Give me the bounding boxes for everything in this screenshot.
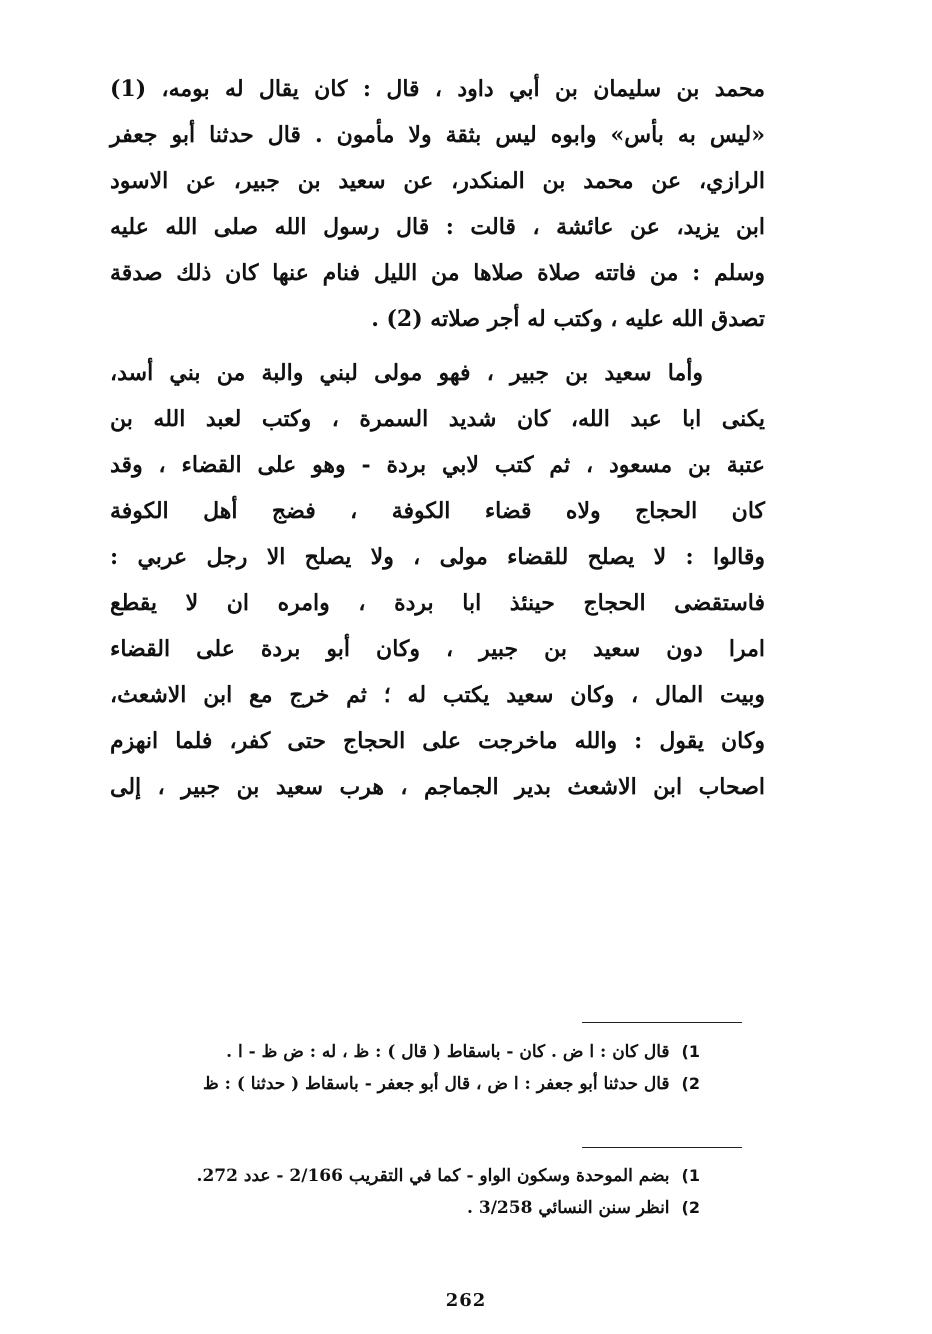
footnote (100, 1192, 700, 1224)
text-line: محمد بن سليمان بن أبي داود ، قال : كان يقال له بومه، (1) (110, 76, 765, 102)
text-line: وبيت المال ، وكان سعيد يكتب له ؛ ثم خرج مع ابن الاشعث، (110, 682, 765, 708)
footnotes-divider (582, 1147, 742, 1148)
text-line: فاستقضى الحجاج حينئذ ابا بردة ، وامره ان لا يقطع (110, 590, 765, 616)
variant-notes-divider (582, 1022, 742, 1023)
paragraph-1 (110, 66, 765, 342)
note-number: 1) (681, 1042, 700, 1061)
text-line: يكنى ابا عبد الله، كان شديد السمرة ، وكتب لعبد الله بن (110, 406, 765, 432)
text-line: وقالوا : لا يصلح للقضاء مولى ، ولا يصلح الا رجل عربي : (110, 544, 765, 570)
text-line: عتبة بن مسعود ، ثم كتب لابي بردة - وهو على القضاء ، وقد (110, 452, 765, 478)
page-number: 262 (445, 1290, 487, 1311)
note-number: 2) (681, 1074, 700, 1093)
note-text: قال حدثنا أبو جعفر : ا ض ، قال أبو جعفر - باسقاط ( حدثنا ) : ظ (202, 1074, 670, 1094)
text-line: ابن يزيد، عن عائشة ، قالت : قال رسول الله صلى الله عليه (110, 214, 765, 240)
text-line: الرازي، عن محمد بن المنكدر، عن سعيد بن جبير، عن الاسود (110, 168, 765, 194)
text-line: «ليس به بأس» وابوه ليس بثقة ولا مأمون . قال حدثنا أبو جعفر (110, 122, 765, 148)
variant-note (100, 1036, 700, 1068)
variant-note (100, 1068, 700, 1100)
footnotes (100, 1160, 700, 1224)
footnote-text: بضم الموحدة وسكون الواو - كما في التقريب 2/166 - عدد 272. (196, 1166, 670, 1186)
main-text (110, 66, 765, 810)
footnote-text: انظر سنن النسائي 3/258 . (467, 1198, 670, 1218)
text-line: وأما سعيد بن جبير ، فهو مولى لبني والبة من بني أسد، (110, 360, 703, 386)
note-text: قال كان : ا ض . كان - باسقاط ( قال ) : ظ ، له : ض ظ - ا . (226, 1042, 670, 1062)
variant-notes (100, 1036, 700, 1100)
text-line: كان الحجاج ولاه قضاء الكوفة ، فضج أهل الكوفة (110, 498, 765, 524)
text-line: وسلم : من فاتته صلاة صلاها من الليل فنام عنها كان ذلك صدقة (110, 260, 765, 286)
text-line: وكان يقول : والله ماخرجت على الحجاج حتى كفر، فلما انهزم (110, 728, 765, 754)
text-line: تصدق الله عليه ، وكتب له أجر صلاته (2) . (371, 306, 765, 332)
paragraph-2 (110, 350, 765, 810)
footnote-number: 2) (681, 1198, 700, 1217)
text-line: امرا دون سعيد بن جبير ، وكان أبو بردة على القضاء (110, 636, 765, 662)
footnote (100, 1160, 700, 1192)
footnote-number: 1) (681, 1166, 700, 1185)
text-line: اصحاب ابن الاشعث بدير الجماجم ، هرب سعيد بن جبير ، إلى (110, 774, 765, 800)
